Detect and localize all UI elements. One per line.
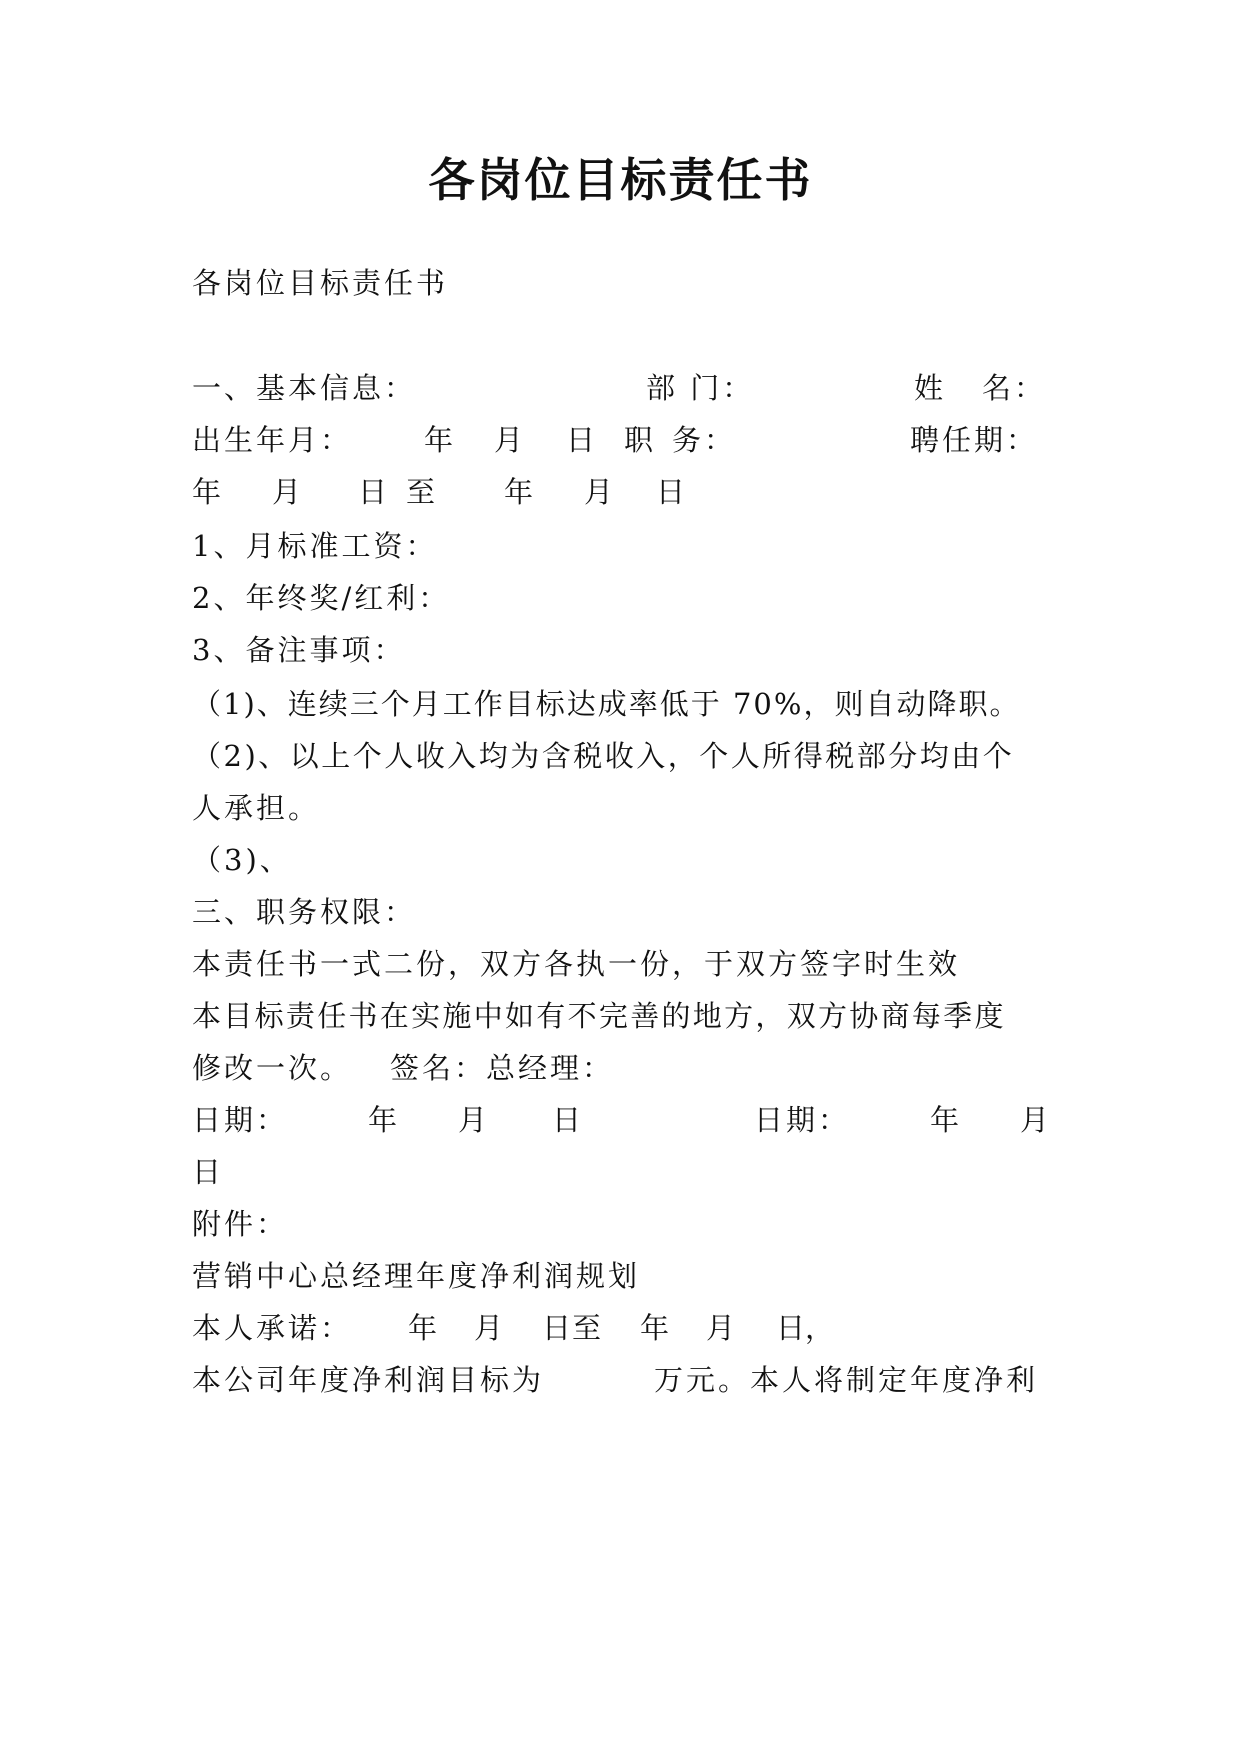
term-to: 至 <box>406 475 436 509</box>
copies-line: 本责任书一式二份，双方各执一份，于双方签字时生效 <box>192 947 961 981</box>
term-start-day-unit: 日 <box>358 475 388 509</box>
basic-info-heading: 一、基本信息： <box>192 371 417 405</box>
authority-heading: 三、职务权限： <box>192 895 417 929</box>
promise-to: 至 <box>572 1311 602 1345</box>
signature-label: 签名：总经理： <box>390 1051 615 1085</box>
document-title: 各岗位目标责任书 <box>428 153 813 207</box>
promise-end-day: 日， <box>776 1311 835 1345</box>
term-end-year-unit: 年 <box>504 475 534 509</box>
plan-title: 营销中心总经理年度净利润规划 <box>192 1259 641 1293</box>
date-label-left: 日期： <box>192 1103 289 1137</box>
date-left-day-unit: 日 <box>552 1103 582 1137</box>
name-label-part2: 名： <box>982 371 1047 405</box>
date-right-day-unit: 日 <box>192 1155 222 1189</box>
promise-end-month-unit: 月 <box>706 1311 736 1345</box>
birth-month-unit: 月 <box>494 423 524 457</box>
note-2-continued: 人承担。 <box>192 791 321 825</box>
term-start-year-unit: 年 <box>192 475 222 509</box>
attachment-label: 附件： <box>192 1207 289 1241</box>
promise-start-day-unit: 日 <box>542 1311 572 1345</box>
notes-heading: 3、备注事项： <box>192 633 406 667</box>
amend-continued: 修改一次。 <box>192 1051 353 1085</box>
term-start-month-unit: 月 <box>272 475 302 509</box>
date-left-year-unit: 年 <box>368 1103 398 1137</box>
term-label: 聘任期： <box>910 423 1039 457</box>
date-right-month-unit: 月 <box>1020 1103 1050 1137</box>
target-text-b: 万元。本人将制定年度净利 <box>654 1363 1039 1397</box>
note-2: （2)、以上个人收入均为含税收入，个人所得税部分均由个 <box>192 739 1015 773</box>
position-label-part2: 务： <box>672 423 737 457</box>
bonus-line: 2、年终奖/红利： <box>192 581 451 615</box>
date-left-month-unit: 月 <box>458 1103 488 1137</box>
document-subtitle: 各岗位目标责任书 <box>192 266 449 300</box>
promise-start-year-unit: 年 <box>408 1311 438 1345</box>
date-right-year-unit: 年 <box>930 1103 960 1137</box>
target-text-a: 本公司年度净利润目标为 <box>192 1363 545 1397</box>
promise-start-month-unit: 月 <box>474 1311 504 1345</box>
term-end-day-unit: 日 <box>656 475 686 509</box>
position-label-part1: 职 <box>624 423 654 457</box>
promise-label: 本人承诺： <box>192 1311 353 1345</box>
date-label-right: 日期： <box>754 1103 851 1137</box>
birth-label: 出生年月： <box>192 423 353 457</box>
term-end-month-unit: 月 <box>584 475 614 509</box>
amend-line: 本目标责任书在实施中如有不完善的地方，双方协商每季度 <box>192 999 1006 1033</box>
salary-line: 1、月标准工资： <box>192 529 438 563</box>
promise-end-year-unit: 年 <box>640 1311 670 1345</box>
department-label: 部 门： <box>646 371 755 405</box>
note-1: （1)、连续三个月工作目标达成率低于 70%，则自动降职。 <box>192 687 1021 721</box>
name-label-part1: 姓 <box>914 371 944 405</box>
birth-year-unit: 年 <box>424 423 454 457</box>
note-3: （3)、 <box>192 843 292 877</box>
birth-day-unit: 日 <box>566 423 596 457</box>
